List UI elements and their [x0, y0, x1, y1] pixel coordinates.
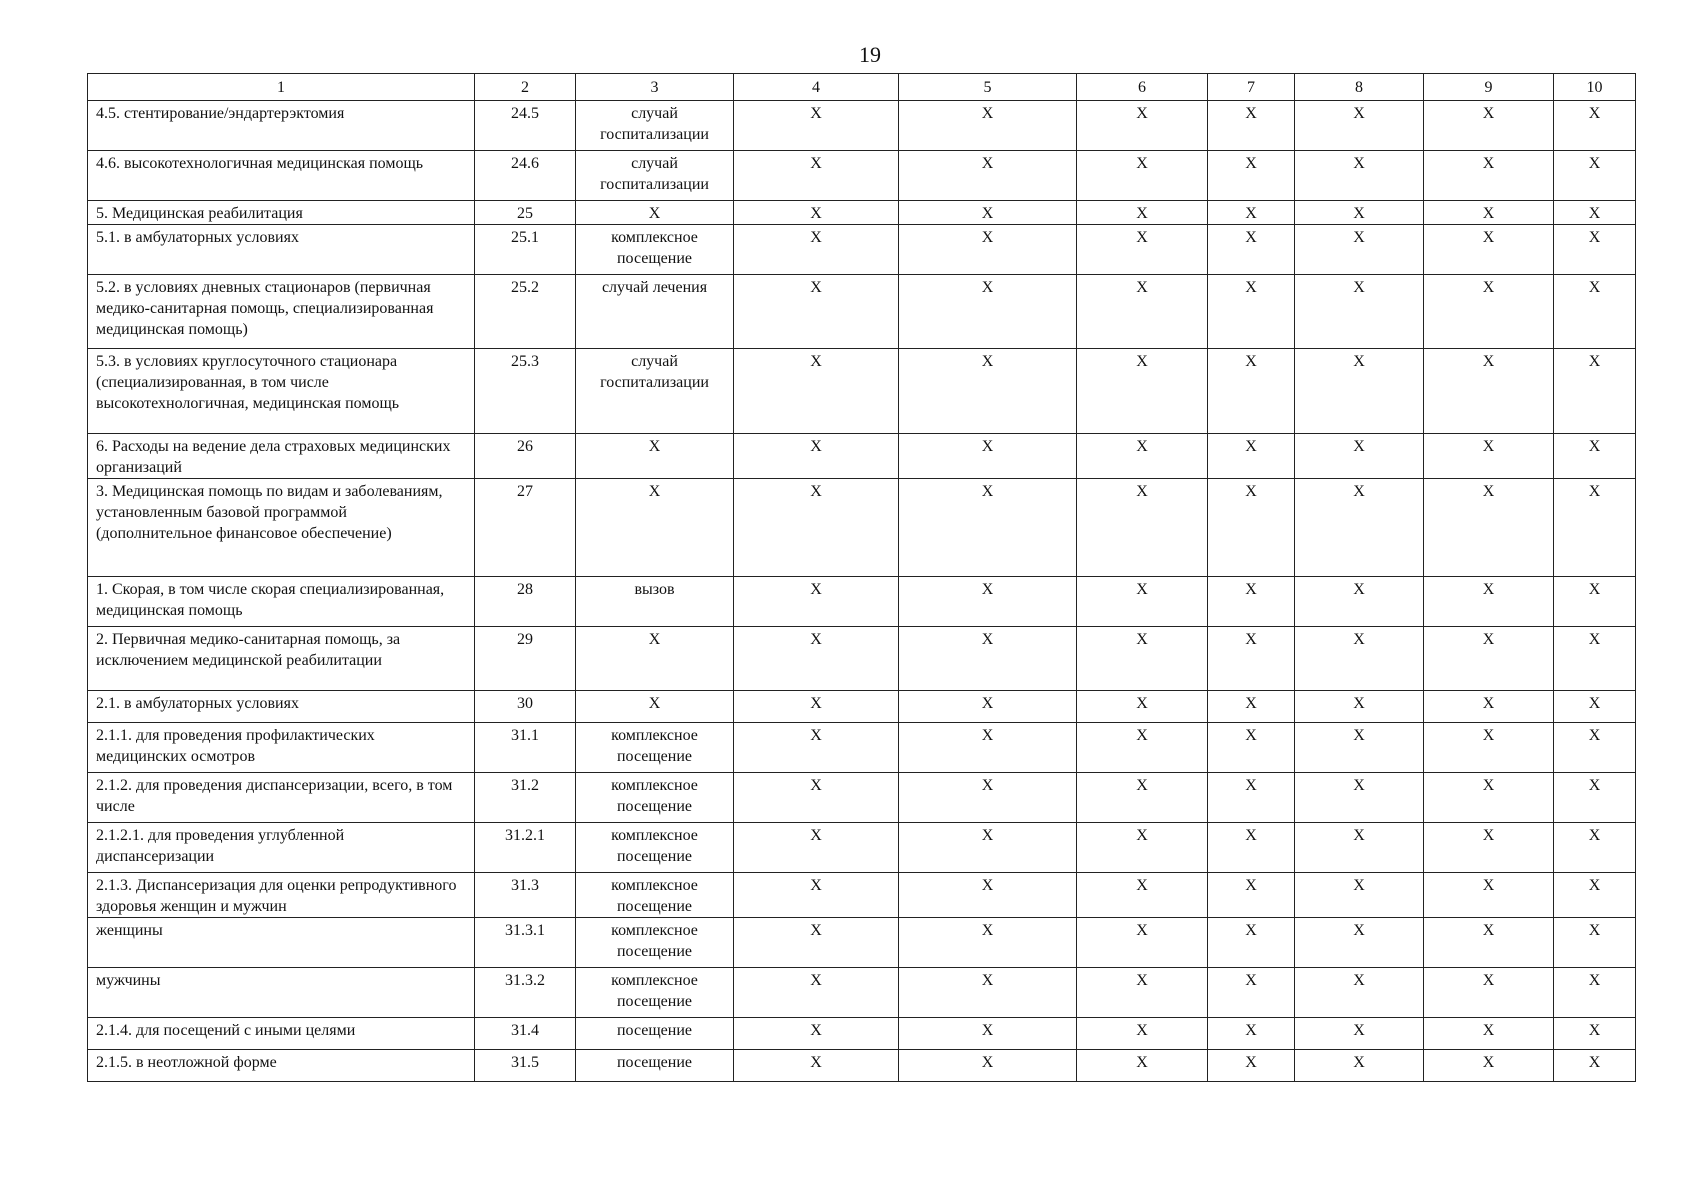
- row-code-cell: 24.6: [475, 151, 576, 201]
- value-cell: Х: [899, 723, 1077, 773]
- value-cell: Х: [1295, 434, 1424, 479]
- row-name-cell: женщины: [88, 918, 475, 968]
- row-code-cell: 25.3: [475, 349, 576, 434]
- value-cell: Х: [899, 968, 1077, 1018]
- table-row: [88, 873, 1636, 918]
- row-name-cell: 1. Скорая, в том числе скорая специализированная, медицинская помощь: [88, 577, 475, 627]
- value-cell: Х: [1424, 275, 1554, 349]
- row-name-cell: 4.5. стентирование/эндартерэктомия: [88, 101, 475, 151]
- value-cell: Х: [1295, 873, 1424, 918]
- row-unit-cell: посещение: [576, 1018, 734, 1050]
- value-cell: Х: [1554, 275, 1636, 349]
- row-name-cell: мужчины: [88, 968, 475, 1018]
- value-cell: Х: [1554, 773, 1636, 823]
- value-cell: Х: [734, 101, 899, 151]
- value-cell: Х: [1424, 918, 1554, 968]
- value-cell: Х: [899, 823, 1077, 873]
- value-cell: Х: [1424, 723, 1554, 773]
- row-name-cell: 5.2. в условиях дневных стационаров (первичная медико-санитарная помощь, специализированная медицинская помощь): [88, 275, 475, 349]
- value-cell: Х: [1554, 1018, 1636, 1050]
- row-name-cell: 5.3. в условиях круглосуточного стационара (специализированная, в том числе высокотехнологичная, медицинская помощь: [88, 349, 475, 434]
- value-cell: Х: [734, 479, 899, 577]
- value-cell: Х: [1208, 275, 1295, 349]
- value-cell: Х: [1554, 823, 1636, 873]
- row-code-cell: 31.2: [475, 773, 576, 823]
- row-unit-cell: Х: [576, 434, 734, 479]
- value-cell: Х: [1077, 873, 1208, 918]
- value-cell: Х: [1077, 1050, 1208, 1082]
- value-cell: Х: [1424, 151, 1554, 201]
- value-cell: Х: [1077, 349, 1208, 434]
- value-cell: Х: [1208, 773, 1295, 823]
- row-name-cell: 5. Медицинская реабилитация: [88, 201, 475, 225]
- value-cell: Х: [899, 691, 1077, 723]
- value-cell: Х: [1424, 349, 1554, 434]
- value-cell: Х: [1077, 101, 1208, 151]
- row-unit-cell: случай госпитализации: [576, 151, 734, 201]
- value-cell: Х: [899, 275, 1077, 349]
- row-unit-cell: комплексное посещение: [576, 873, 734, 918]
- value-cell: Х: [1208, 577, 1295, 627]
- row-unit-cell: комплексное посещение: [576, 968, 734, 1018]
- value-cell: Х: [899, 101, 1077, 151]
- table-row: [88, 691, 1636, 723]
- value-cell: Х: [734, 918, 899, 968]
- row-unit-cell: комплексное посещение: [576, 225, 734, 275]
- row-code-cell: 31.4: [475, 1018, 576, 1050]
- row-unit-cell: комплексное посещение: [576, 723, 734, 773]
- row-code-cell: 31.3.2: [475, 968, 576, 1018]
- value-cell: Х: [1208, 225, 1295, 275]
- value-cell: Х: [734, 151, 899, 201]
- value-cell: Х: [1208, 349, 1295, 434]
- value-cell: Х: [734, 1050, 899, 1082]
- value-cell: Х: [734, 873, 899, 918]
- table-row: [88, 723, 1636, 773]
- value-cell: Х: [1077, 275, 1208, 349]
- value-cell: Х: [1424, 225, 1554, 275]
- row-code-cell: 24.5: [475, 101, 576, 151]
- value-cell: Х: [1208, 101, 1295, 151]
- value-cell: Х: [1077, 201, 1208, 225]
- table-row: [88, 201, 1636, 225]
- value-cell: Х: [899, 479, 1077, 577]
- row-unit-cell: посещение: [576, 1050, 734, 1082]
- value-cell: Х: [1554, 151, 1636, 201]
- value-cell: Х: [1424, 434, 1554, 479]
- value-cell: Х: [1077, 434, 1208, 479]
- table-row: [88, 101, 1636, 151]
- column-header-10: 10: [1554, 74, 1636, 101]
- row-code-cell: 28: [475, 577, 576, 627]
- value-cell: Х: [1295, 968, 1424, 1018]
- row-name-cell: 2.1.4. для посещений с иными целями: [88, 1018, 475, 1050]
- row-unit-cell: комплексное посещение: [576, 823, 734, 873]
- value-cell: Х: [1208, 1050, 1295, 1082]
- row-name-cell: 2.1.2. для проведения диспансеризации, всего, в том числе: [88, 773, 475, 823]
- value-cell: Х: [734, 225, 899, 275]
- row-unit-cell: случай лечения: [576, 275, 734, 349]
- value-cell: Х: [734, 275, 899, 349]
- row-name-cell: 2.1.2.1. для проведения углубленной диспансеризации: [88, 823, 475, 873]
- value-cell: Х: [734, 434, 899, 479]
- value-cell: Х: [1554, 1050, 1636, 1082]
- value-cell: Х: [1295, 1018, 1424, 1050]
- value-cell: Х: [1295, 101, 1424, 151]
- value-cell: Х: [1424, 1050, 1554, 1082]
- value-cell: Х: [1208, 918, 1295, 968]
- value-cell: Х: [734, 627, 899, 691]
- value-cell: Х: [734, 201, 899, 225]
- value-cell: Х: [1424, 1018, 1554, 1050]
- value-cell: Х: [1077, 968, 1208, 1018]
- value-cell: Х: [1208, 201, 1295, 225]
- row-name-cell: 2.1.5. в неотложной форме: [88, 1050, 475, 1082]
- value-cell: Х: [1295, 773, 1424, 823]
- row-unit-cell: случай госпитализации: [576, 101, 734, 151]
- value-cell: Х: [734, 823, 899, 873]
- column-header-8: 8: [1295, 74, 1424, 101]
- row-code-cell: 25.1: [475, 225, 576, 275]
- value-cell: Х: [1295, 479, 1424, 577]
- value-cell: Х: [899, 918, 1077, 968]
- value-cell: Х: [899, 1050, 1077, 1082]
- value-cell: Х: [1554, 723, 1636, 773]
- table-row: [88, 349, 1636, 434]
- table-row: [88, 275, 1636, 349]
- header-row: [88, 74, 1636, 101]
- value-cell: Х: [1077, 723, 1208, 773]
- value-cell: Х: [1554, 201, 1636, 225]
- value-cell: Х: [1554, 349, 1636, 434]
- table-row: [88, 968, 1636, 1018]
- value-cell: Х: [1424, 968, 1554, 1018]
- data-table: [87, 73, 1636, 1082]
- row-code-cell: 31.5: [475, 1050, 576, 1082]
- value-cell: Х: [1208, 873, 1295, 918]
- page-number: 19: [859, 42, 881, 67]
- value-cell: Х: [899, 349, 1077, 434]
- value-cell: Х: [1208, 479, 1295, 577]
- value-cell: Х: [899, 577, 1077, 627]
- row-unit-cell: Х: [576, 479, 734, 577]
- table-row: [88, 627, 1636, 691]
- value-cell: Х: [1424, 101, 1554, 151]
- row-unit-cell: вызов: [576, 577, 734, 627]
- table-row: [88, 577, 1636, 627]
- value-cell: Х: [899, 151, 1077, 201]
- value-cell: Х: [1295, 577, 1424, 627]
- value-cell: Х: [899, 773, 1077, 823]
- column-header-4: 4: [734, 74, 899, 101]
- column-header-7: 7: [1208, 74, 1295, 101]
- value-cell: Х: [899, 627, 1077, 691]
- value-cell: Х: [1554, 918, 1636, 968]
- value-cell: Х: [1077, 773, 1208, 823]
- value-cell: Х: [734, 968, 899, 1018]
- value-cell: Х: [899, 225, 1077, 275]
- column-header-9: 9: [1424, 74, 1554, 101]
- value-cell: Х: [1295, 349, 1424, 434]
- value-cell: Х: [734, 577, 899, 627]
- value-cell: Х: [734, 1018, 899, 1050]
- value-cell: Х: [899, 873, 1077, 918]
- value-cell: Х: [1208, 723, 1295, 773]
- value-cell: Х: [1424, 627, 1554, 691]
- column-header-6: 6: [1077, 74, 1208, 101]
- row-name-cell: 3. Медицинская помощь по видам и заболеваниям, установленным базовой программой (дополнительное финансовое обеспечение): [88, 479, 475, 577]
- value-cell: Х: [1424, 691, 1554, 723]
- value-cell: Х: [1554, 968, 1636, 1018]
- row-code-cell: 26: [475, 434, 576, 479]
- row-name-cell: 2.1.3. Диспансеризация для оценки репродуктивного здоровья женщин и мужчин: [88, 873, 475, 918]
- value-cell: Х: [1295, 723, 1424, 773]
- value-cell: Х: [1295, 225, 1424, 275]
- row-name-cell: 2. Первичная медико-санитарная помощь, за исключением медицинской реабилитации: [88, 627, 475, 691]
- value-cell: Х: [1077, 577, 1208, 627]
- value-cell: Х: [1554, 691, 1636, 723]
- row-code-cell: 29: [475, 627, 576, 691]
- value-cell: Х: [1295, 1050, 1424, 1082]
- value-cell: Х: [899, 201, 1077, 225]
- row-unit-cell: комплексное посещение: [576, 918, 734, 968]
- table-row: [88, 823, 1636, 873]
- column-header-1: 1: [88, 74, 475, 101]
- row-name-cell: 6. Расходы на ведение дела страховых медицинских организаций: [88, 434, 475, 479]
- value-cell: Х: [1424, 823, 1554, 873]
- value-cell: Х: [1208, 151, 1295, 201]
- row-name-cell: 2.1. в амбулаторных условиях: [88, 691, 475, 723]
- value-cell: Х: [1554, 627, 1636, 691]
- value-cell: Х: [1077, 691, 1208, 723]
- value-cell: Х: [1208, 627, 1295, 691]
- row-code-cell: 25: [475, 201, 576, 225]
- value-cell: Х: [1295, 918, 1424, 968]
- value-cell: Х: [1424, 201, 1554, 225]
- value-cell: Х: [1208, 823, 1295, 873]
- row-name-cell: 4.6. высокотехнологичная медицинская помощь: [88, 151, 475, 201]
- value-cell: Х: [734, 349, 899, 434]
- value-cell: Х: [1424, 577, 1554, 627]
- value-cell: Х: [1077, 225, 1208, 275]
- row-unit-cell: комплексное посещение: [576, 773, 734, 823]
- value-cell: Х: [1295, 151, 1424, 201]
- value-cell: Х: [1295, 201, 1424, 225]
- table-row: [88, 1050, 1636, 1082]
- row-code-cell: 27: [475, 479, 576, 577]
- table-row: [88, 918, 1636, 968]
- row-code-cell: 31.2.1: [475, 823, 576, 873]
- value-cell: Х: [1295, 691, 1424, 723]
- value-cell: Х: [1208, 434, 1295, 479]
- value-cell: Х: [899, 434, 1077, 479]
- table-row: [88, 773, 1636, 823]
- table-row: [88, 225, 1636, 275]
- value-cell: Х: [1554, 225, 1636, 275]
- row-code-cell: 30: [475, 691, 576, 723]
- value-cell: Х: [1077, 1018, 1208, 1050]
- row-unit-cell: Х: [576, 201, 734, 225]
- row-name-cell: 5.1. в амбулаторных условиях: [88, 225, 475, 275]
- row-unit-cell: случай госпитализации: [576, 349, 734, 434]
- table-row: [88, 479, 1636, 577]
- value-cell: Х: [1554, 577, 1636, 627]
- value-cell: Х: [1077, 918, 1208, 968]
- column-header-3: 3: [576, 74, 734, 101]
- table-row: [88, 434, 1636, 479]
- value-cell: Х: [734, 773, 899, 823]
- row-code-cell: 31.3: [475, 873, 576, 918]
- value-cell: Х: [734, 723, 899, 773]
- value-cell: Х: [1295, 627, 1424, 691]
- column-header-5: 5: [899, 74, 1077, 101]
- row-code-cell: 31.1: [475, 723, 576, 773]
- value-cell: Х: [1424, 873, 1554, 918]
- value-cell: Х: [1554, 873, 1636, 918]
- column-header-2: 2: [475, 74, 576, 101]
- value-cell: Х: [1554, 479, 1636, 577]
- row-unit-cell: Х: [576, 691, 734, 723]
- value-cell: Х: [1295, 275, 1424, 349]
- value-cell: Х: [1077, 627, 1208, 691]
- row-code-cell: 31.3.1: [475, 918, 576, 968]
- value-cell: Х: [1554, 101, 1636, 151]
- row-code-cell: 25.2: [475, 275, 576, 349]
- table-row: [88, 151, 1636, 201]
- table-row: [88, 1018, 1636, 1050]
- value-cell: Х: [1424, 773, 1554, 823]
- value-cell: Х: [734, 691, 899, 723]
- value-cell: Х: [1077, 479, 1208, 577]
- row-name-cell: 2.1.1. для проведения профилактических медицинских осмотров: [88, 723, 475, 773]
- value-cell: Х: [899, 1018, 1077, 1050]
- value-cell: Х: [1554, 434, 1636, 479]
- value-cell: Х: [1208, 1018, 1295, 1050]
- value-cell: Х: [1208, 968, 1295, 1018]
- value-cell: Х: [1295, 823, 1424, 873]
- value-cell: Х: [1077, 151, 1208, 201]
- row-unit-cell: Х: [576, 627, 734, 691]
- value-cell: Х: [1077, 823, 1208, 873]
- value-cell: Х: [1424, 479, 1554, 577]
- value-cell: Х: [1208, 691, 1295, 723]
